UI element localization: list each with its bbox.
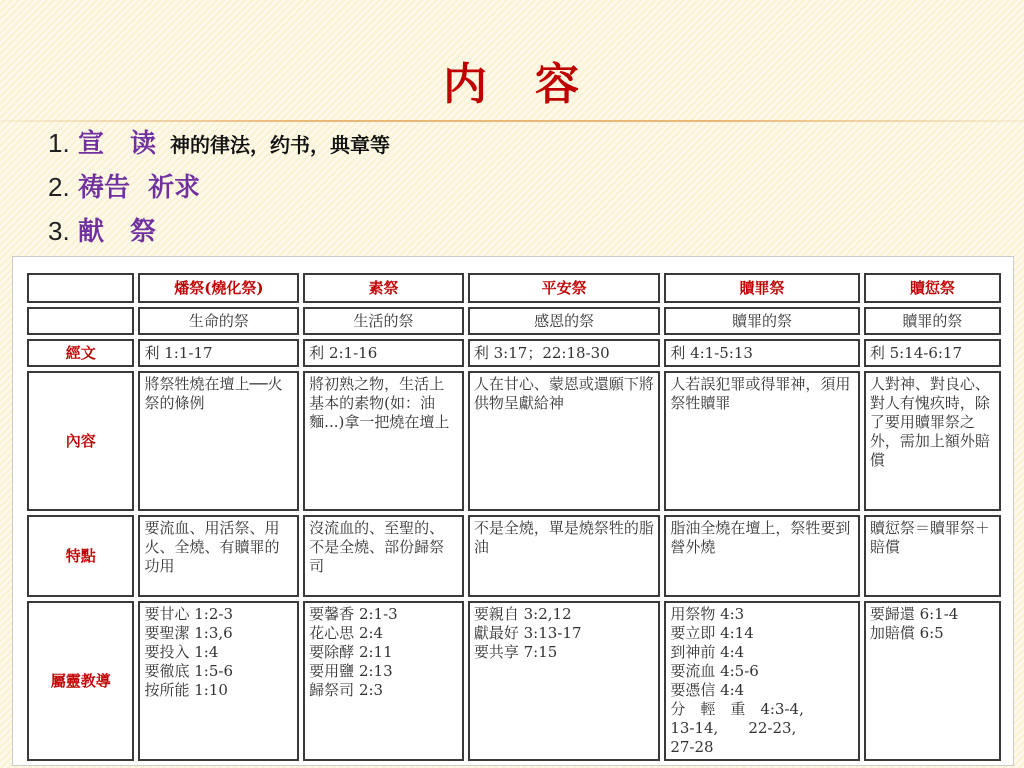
features-cell: 脂油全燒在壇上，祭牲要到營外燒 xyxy=(664,515,860,597)
subtitle-cell: 生命的祭 xyxy=(138,307,299,335)
subtitle-cell: 贖罪的祭 xyxy=(664,307,860,335)
spiritual-line: 到神前 4:4 xyxy=(670,643,745,661)
spiritual-line: 用祭物 4:3 xyxy=(670,605,745,623)
spiritual-line: 27-28 xyxy=(670,738,714,756)
content-cell: 人對神、對良心、對人有愧疚時，除了要用贖罪祭之外，需加上額外賠償 xyxy=(864,371,1001,511)
spiritual-line: 要馨香 2:1-3 xyxy=(309,605,398,623)
list-item-2 xyxy=(48,168,390,212)
offerings-table xyxy=(23,269,1005,765)
spiritual-cell xyxy=(864,601,1001,761)
list-item-3 xyxy=(48,212,390,256)
spiritual-line: 要立即 4:14 xyxy=(670,624,754,642)
spiritual-line: 要歸還 6:1-4 xyxy=(869,605,959,623)
row-label: 經文 xyxy=(27,339,134,367)
item-keyword: 祷告 祈求 xyxy=(77,173,201,203)
subtitle-row xyxy=(27,307,1001,335)
item-number: 2. xyxy=(48,172,70,202)
header-cell: 燔祭(燒化祭) xyxy=(138,273,299,303)
header-cell: 素祭 xyxy=(303,273,464,303)
spiritual-line: 要甘心 1:2-3 xyxy=(144,605,233,623)
spiritual-line: 要流血 4:5-6 xyxy=(670,662,759,680)
spiritual-row xyxy=(27,601,1001,761)
content-cell: 人在甘心、蒙恩或還願下將供物呈獻給神 xyxy=(468,371,660,511)
spiritual-line: 要用鹽 2:13 xyxy=(309,662,393,680)
spiritual-cell xyxy=(303,601,464,761)
spiritual-line: 要共享 7:15 xyxy=(473,643,558,661)
features-row xyxy=(27,515,1001,597)
scripture-cell: 利 5:14-6:17 xyxy=(864,339,1001,367)
spiritual-line: 要憑信 4:4 xyxy=(670,681,745,699)
subtitle-cell: 贖罪的祭 xyxy=(864,307,1001,335)
spiritual-line: 要除酵 2:11 xyxy=(309,643,393,661)
item-number: 1. xyxy=(48,128,70,158)
spiritual-line: 分 輕 重 4:3-4, xyxy=(670,700,804,718)
scripture-cell: 利 2:1-16 xyxy=(303,339,464,367)
item-description: 神的律法，约书，典章等 xyxy=(169,133,390,157)
spiritual-line: 歸祭司 2:3 xyxy=(309,681,384,699)
spiritual-line: 加賠償 6:5 xyxy=(869,624,944,642)
item-keyword: 宣 读 xyxy=(77,129,156,159)
content-row xyxy=(27,371,1001,511)
item-keyword: 献 祭 xyxy=(77,217,156,247)
spiritual-line: 要親自 3:2,12 xyxy=(473,605,572,623)
corner-cell xyxy=(27,307,134,335)
spiritual-line: 花心思 2:4 xyxy=(309,624,384,642)
row-label: 內容 xyxy=(27,371,134,511)
spiritual-line: 要聖潔 1:3,6 xyxy=(144,624,233,642)
spiritual-cell xyxy=(664,601,860,761)
spiritual-line: 按所能 1:10 xyxy=(144,681,228,699)
list-item-1 xyxy=(48,124,390,168)
header-row xyxy=(27,273,1001,303)
spiritual-line: 獻最好 3:13-17 xyxy=(473,624,582,642)
content-cell: 將祭牲燒在壇上──火祭的條例 xyxy=(138,371,299,511)
spiritual-cell xyxy=(138,601,299,761)
header-cell: 贖愆祭 xyxy=(864,273,1001,303)
row-label: 屬靈教導 xyxy=(27,601,134,761)
header-cell: 平安祭 xyxy=(468,273,660,303)
row-label: 特點 xyxy=(27,515,134,597)
features-cell: 沒流血的、至聖的、不是全燒、部份歸祭司 xyxy=(303,515,464,597)
spiritual-cell xyxy=(468,601,660,761)
content-list xyxy=(48,124,390,256)
scripture-cell: 利 4:1-5:13 xyxy=(664,339,860,367)
spiritual-line: 13-14, 22-23, xyxy=(670,719,797,737)
content-cell: 將初熟之物，生活上基本的素物(如：油麵...)拿一把燒在壇上 xyxy=(303,371,464,511)
scripture-cell: 利 3:17；22:18-30 xyxy=(468,339,660,367)
item-number: 3. xyxy=(48,216,70,246)
content-cell: 人若誤犯罪或得罪神，須用祭牲贖罪 xyxy=(664,371,860,511)
spiritual-line: 要投入 1:4 xyxy=(144,643,219,661)
title-divider xyxy=(0,120,1024,122)
features-cell: 不是全燒，單是燒祭牲的脂油 xyxy=(468,515,660,597)
scripture-cell: 利 1:1-17 xyxy=(138,339,299,367)
offerings-table-image xyxy=(12,256,1014,766)
features-cell: 贖愆祭＝贖罪祭＋賠償 xyxy=(864,515,1001,597)
subtitle-cell: 感恩的祭 xyxy=(468,307,660,335)
spiritual-line: 要徹底 1:5-6 xyxy=(144,662,233,680)
slide-title: 内 容 xyxy=(443,59,581,110)
scripture-row xyxy=(27,339,1001,367)
subtitle-cell: 生活的祭 xyxy=(303,307,464,335)
header-cell: 贖罪祭 xyxy=(664,273,860,303)
corner-cell xyxy=(27,273,134,303)
features-cell: 要流血、用活祭、用火、全燒、有贖罪的功用 xyxy=(138,515,299,597)
